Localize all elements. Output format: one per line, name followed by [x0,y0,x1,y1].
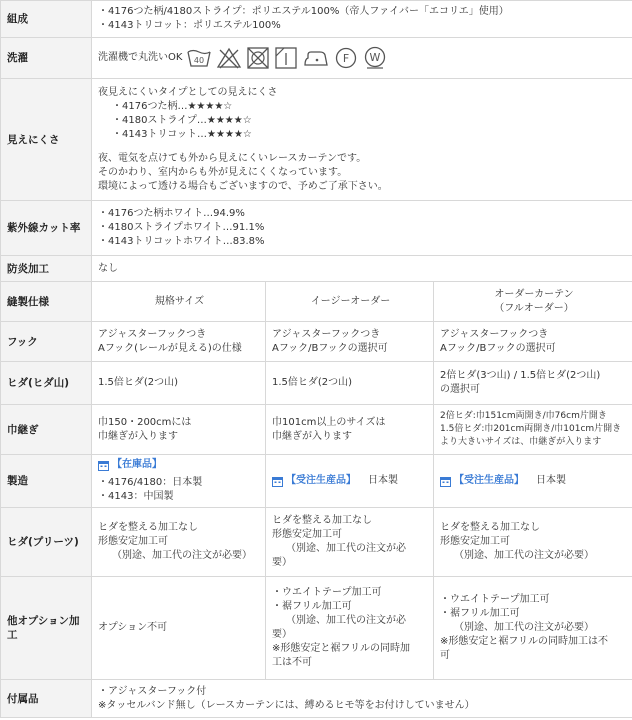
calendar-icon [98,460,109,471]
pleats-line: （別途、加工代の注文が必要） [454,550,594,561]
washing-text: 洗濯機で丸洗いOK [98,52,183,63]
option-line: ※形態安定と裾フリルの同時加工は不 [440,636,608,647]
row-manufacture [1,455,632,508]
visibility-note: そのかわり、室内からも外が見えにくくなっています。 [98,166,348,178]
composition-line: ・4176つた柄/4180ストライプ：ポリエステル100%（帝人ファイバー「エコリエ」使用） [98,6,509,17]
row-sewing [1,282,632,322]
svg-text:40: 40 [194,56,205,65]
manufacture-standard [92,455,266,508]
join-full-order [434,405,632,455]
row-label-uv: 紫外線カット率 [1,201,92,256]
iron-low-icon [302,46,330,70]
option-line: 要） [272,629,292,640]
wash-40-icon [186,46,212,70]
visibility-cell [92,79,632,201]
svg-text:W: W [369,51,381,64]
visibility-note: 夜、電気を点けても外から見えにくいレースカーテンです。 [98,152,367,164]
made-to-order-label: 【受注生産品】 [454,475,524,486]
stock-badge [98,458,162,472]
option-line: ・裾フリル加工可 [272,601,352,612]
stock-badge-label: 【在庫品】 [112,459,162,471]
no-bleach-icon [216,46,242,70]
join-line: より大きいサイズは、巾継ぎが入ります [440,437,602,447]
join-line: 1.5倍ヒダ:巾201cm両開き/巾101cm片開き [440,424,622,434]
hook-line: アジャスターフックつき [272,328,381,340]
row-pleats-shape [1,508,632,577]
pleat-line: 2倍ヒダ(3つ山) / 1.5倍ヒダ(2つ山) [440,370,601,381]
options-full-order [434,577,632,680]
accessories-line: ・アジャスターフック付 [98,685,207,697]
option-line: ・ウエイトテープ加工可 [440,594,550,605]
pleats-line: ヒダを整える加工なし [440,522,540,533]
pleats-line: 形態安定加工可 [272,529,342,540]
origin-text: 日本製 [368,475,398,486]
made-to-order-badge [440,474,524,488]
pleats-line: （別途、加工代の注文が必要） [112,550,252,561]
row-label-pleats-shape: ヒダ(プリーツ) [1,508,92,577]
visibility-item: ・4143トリコット…★★★★☆ [112,128,252,140]
row-composition [1,1,632,38]
visibility-item: ・4176つた柄…★★★★☆ [112,100,233,112]
hook-standard [92,322,266,362]
col-header-full-order [434,282,632,322]
row-label-sewing: 縫製仕様 [1,282,92,322]
row-options [1,577,632,680]
row-washing [1,38,632,79]
pleat-line: の選択可 [440,384,480,395]
join-line: 巾継ぎが入ります [272,430,352,442]
hook-full-order [434,322,632,362]
visibility-item: ・4180ストライプ…★★★★☆ [112,114,252,126]
pleat-easy-order: 1.5倍ヒダ(2つ山) [266,362,434,405]
option-line: ※形態安定と裾フリルの同時加 [272,643,410,654]
option-line: ・ウエイトテープ加工可 [272,587,382,598]
pleat-full-order [434,362,632,405]
origin-line: ・4143：中国製 [98,490,174,502]
pleats-line: ヒダを整える加工なし [272,515,372,526]
accessories-cell [92,680,632,718]
row-label-washing: 洗濯 [1,38,92,79]
hook-line: Aフック(レールが見える)の仕様 [98,342,242,354]
row-pleat [1,362,632,405]
pleats-shape-easy-order [266,508,434,577]
hook-line: アジャスターフックつき [440,328,549,340]
wet-clean-w-icon [362,46,388,70]
col-header-standard: 規格サイズ [92,282,266,322]
join-standard [92,405,266,455]
join-line: 巾101cm以上のサイズは [272,416,386,428]
hook-line: Aフック/Bフックの選択可 [272,342,388,354]
join-line: 2倍ヒダ:巾151cm両開き/巾76cm片開き [440,411,607,421]
join-line: 巾150・200cmには [98,416,192,428]
option-line: （別途、加工代の注文が必要） [454,622,594,633]
visibility-note: 環境によって透ける場合もございますので、予めご了承下さい。 [98,180,388,192]
drip-dry-shade-icon [274,46,298,70]
hook-line: アジャスターフックつき [98,328,207,340]
pleats-shape-full-order [434,508,632,577]
composition-cell [92,1,632,38]
pleats-line: 形態安定加工可 [440,536,510,547]
row-hook [1,322,632,362]
option-line: 可 [440,650,450,661]
no-tumble-dry-icon [246,46,270,70]
origin-text: 日本製 [536,475,566,486]
made-to-order-label: 【受注生産品】 [286,475,356,486]
row-label-join: 巾継ぎ [1,405,92,455]
option-line: ・裾フリル加工可 [440,608,520,619]
uv-line: ・4143トリコットホワイト…83.8% [98,236,265,247]
pleats-line: （別途、加工代の注文が必 [286,543,406,554]
row-flame [1,256,632,282]
option-line: （別途、加工代の注文が必 [286,615,406,626]
row-label-visibility: 見えにくさ [1,79,92,201]
options-easy-order [266,577,434,680]
calendar-icon [440,476,451,487]
washing-cell [92,38,632,79]
join-line: 巾継ぎが入ります [98,430,178,442]
dry-clean-f-icon [334,46,358,70]
pleats-line: ヒダを整える加工なし [98,522,198,533]
row-label-accessories: 付属品 [1,680,92,718]
accessories-line: ※タッセルバンド無し（レースカーテンには、縛めるヒモ等をお付けしていません） [98,699,475,711]
calendar-icon [272,476,283,487]
row-label-pleat: ヒダ(ヒダ山) [1,362,92,405]
row-visibility [1,79,632,201]
row-label-options: 他オプション加工 [1,577,92,680]
uv-cell [92,201,632,256]
hook-line: Aフック/Bフックの選択可 [440,342,556,354]
uv-line: ・4176つた柄ホワイト…94.9% [98,208,245,219]
row-label-composition: 組成 [1,1,92,38]
row-label-manufacture: 製造 [1,455,92,508]
col-header-full-order-line: （フルオーダー） [494,302,574,314]
composition-line: ・4143トリコット：ポリエステル100% [98,20,281,31]
flame-value: なし [92,256,632,282]
pleats-line: 形態安定加工可 [98,536,168,547]
col-header-easy-order: イージーオーダー [266,282,434,322]
row-label-flame: 防炎加工 [1,256,92,282]
row-join [1,405,632,455]
made-to-order-badge [272,474,356,488]
pleats-shape-standard [92,508,266,577]
visibility-intro: 夜見えにくいタイプとしての見えにくさ [98,86,278,98]
row-label-hook: フック [1,322,92,362]
options-standard: オプション不可 [92,577,266,680]
manufacture-easy-order [266,455,434,508]
origin-line: ・4176/4180：日本製 [98,476,203,488]
row-accessories [1,680,632,718]
option-line: 工は不可 [272,657,312,668]
join-easy-order [266,405,434,455]
pleat-standard: 1.5倍ヒダ(2つ山) [92,362,266,405]
manufacture-full-order [434,455,632,508]
row-uv [1,201,632,256]
col-header-full-order-line: オーダーカーテン [494,288,574,300]
pleats-line: 要） [272,557,292,568]
hook-easy-order [266,322,434,362]
uv-line: ・4180ストライプホワイト…91.1% [98,222,265,233]
svg-text:F: F [343,52,350,65]
